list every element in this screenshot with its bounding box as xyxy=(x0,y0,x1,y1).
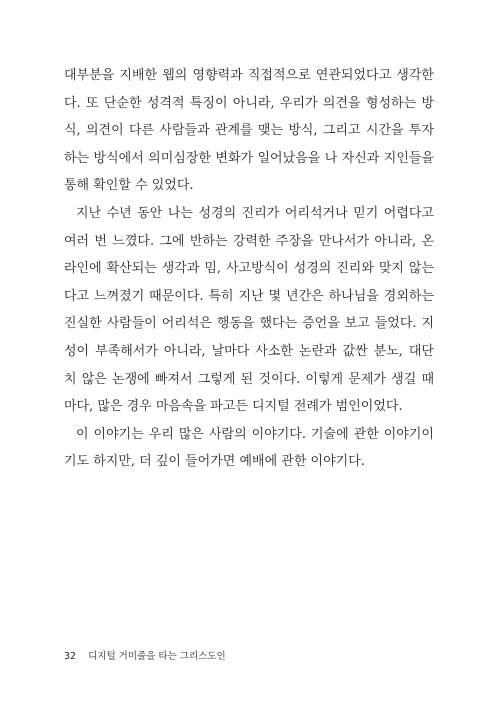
text-line: 진실한 사람들이 어리석은 행동을 했다는 증언을 보고 들었다. 지 xyxy=(64,316,434,332)
page-footer xyxy=(64,648,226,662)
text-line: 이 이야기는 우리 많은 사람의 이야기다. 기술에 관한 이야기이 xyxy=(76,426,434,442)
text-line: 다. 또 단순한 성격적 특징이 아니라, 우리가 의견을 형성하는 방 xyxy=(64,95,434,111)
text-line: 하는 방식에서 의미심장한 변화가 일어났음을 나 자신과 지인들을 xyxy=(64,150,434,166)
text-line: 식, 의견이 다른 사람들과 관계를 맺는 방식, 그리고 시간을 투자 xyxy=(64,123,434,139)
text-line: 다고 느껴졌기 때문이다. 특히 지난 몇 년간은 하나님을 경외하는 xyxy=(64,288,434,304)
running-title: 디지털 거미줄을 타는 그리스도인 xyxy=(88,651,226,662)
page-number: 32 xyxy=(64,651,77,662)
text-line: 라인에 확산되는 생각과 밈, 사고방식이 성경의 진리와 맞지 않는 xyxy=(64,261,434,277)
text-line: 성이 부족해서가 아니라, 날마다 사소한 논란과 값싼 분노, 대단 xyxy=(64,343,434,359)
paragraph-1 xyxy=(64,62,434,200)
text-line: 기도 하지만, 더 깊이 들어가면 예배에 관한 이야기다. xyxy=(64,454,365,470)
text-line: 마다, 많은 경우 마음속을 파고든 디지털 전례가 범인이었다. xyxy=(64,399,403,415)
body-text xyxy=(64,62,434,476)
text-line: 지난 수년 동안 나는 성경의 진리가 어리석거나 믿기 어렵다고 xyxy=(76,205,434,221)
text-line: 여러 번 느꼈다. 그에 반하는 강력한 주장을 만나서가 아니라, 온 xyxy=(64,233,434,249)
paragraph-2 xyxy=(64,200,434,421)
text-line: 치 않은 논쟁에 빠져서 그렇게 된 것이다. 이렇게 문제가 생길 때 xyxy=(64,371,434,387)
paragraph-3 xyxy=(64,421,434,476)
text-line: 대부분을 지배한 웹의 영향력과 직접적으로 연관되었다고 생각한 xyxy=(64,68,434,83)
text-line: 통해 확인할 수 있었다. xyxy=(64,178,194,194)
